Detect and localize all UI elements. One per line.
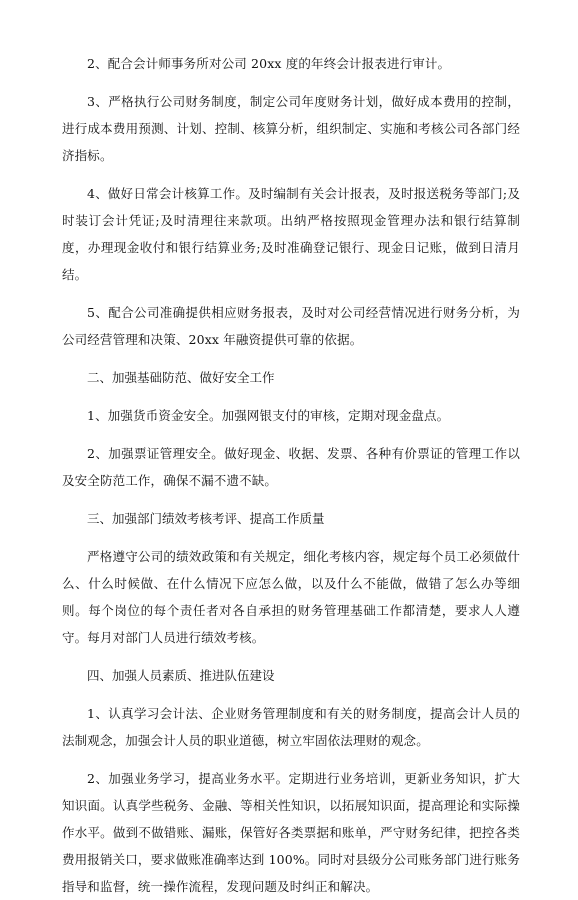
document-page	[62, 50, 520, 900]
section-heading-performance: 三、加强部门绩效考核考评、提高工作质量	[87, 511, 325, 526]
section-heading-team: 四、加强人员素质、推进队伍建设	[87, 668, 275, 683]
paragraph-gap	[62, 532, 520, 543]
paragraph-financial-system: 3、严格执行公司财务制度，制定公司年度财务计划，做好成本费用的控制，进行成本费用预测、计划、控制、核算分析，组织制定、实施和考核公司各部门经济指标。	[62, 94, 520, 163]
paragraph-gap	[62, 689, 520, 700]
paragraph-performance-policy: 严格遵守公司的绩效政策和有关规定，细化考核内容，规定每个员工必须做什么、什么时候做、在什么情况下应怎么做，以及什么不能做，做错了怎么办等细则。每个岗位的每个责任者对各自承担的财务管理基础工作都清楚，要求人人遵守。每月对部门人员进行绩效考核。	[62, 549, 520, 645]
paragraph-accounting-law: 1、认真学习会计法、企业财务管理制度和有关的财务制度，提高会计人员的法制观念，加强会计人员的职业道德，树立牢固依法理财的观念。	[62, 706, 520, 748]
paragraph-financial-reports: 5、配合公司准确提供相应财务报表，及时对公司经营情况进行财务分析，为公司经营管理和决策、20xx 年融资提供可靠的依据。	[62, 305, 520, 347]
paragraph-gap	[62, 288, 520, 299]
section-heading-safety: 二、加强基础防范、做好安全工作	[87, 370, 275, 385]
paragraph-daily-accounting: 4、做好日常会计核算工作。及时编制有关会计报表，及时报送税务等部门;及时装订会计凭证;及时清理往来款项。出纳严格按照现金管理办法和银行结算制度，办理现金收付和银行结算业务;及时准确登记银行、现金日记账，做到日清月结。	[62, 186, 520, 282]
paragraph-business-study: 2、加强业务学习，提高业务水平。定期进行业务培训，更新业务知识，扩大知识面。认真学些税务、金融、等相关性知识，以拓展知识面，提高理论和实际操作水平。做到不做错账、漏账，保管好各类票据和账单，严守财务纪律，把控各类费用报销关口，要求做账准确率达到 100%。同时对县级分公司账务部门进行账务指导和监督，统一操作流程，发现问题及时纠正和解决。	[62, 771, 520, 894]
paragraph-gap	[62, 391, 520, 402]
paragraph-gap	[62, 754, 520, 765]
paragraph-gap	[62, 169, 520, 180]
paragraph-audit: 2、配合会计师事务所对公司 20xx 度的年终会计报表进行审计。	[87, 56, 451, 71]
paragraph-gap	[62, 494, 520, 505]
paragraph-gap	[62, 651, 520, 662]
paragraph-voucher-safety: 2、加强票证管理安全。做好现金、收据、发票、各种有价票证的管理工作以及安全防范工作，确保不漏不遗不缺。	[62, 446, 520, 488]
paragraph-gap	[62, 77, 520, 88]
paragraph-cash-safety: 1、加强货币资金安全。加强网银支付的审核，定期对现金盘点。	[87, 408, 450, 423]
paragraph-gap	[62, 353, 520, 364]
paragraph-gap	[62, 429, 520, 440]
